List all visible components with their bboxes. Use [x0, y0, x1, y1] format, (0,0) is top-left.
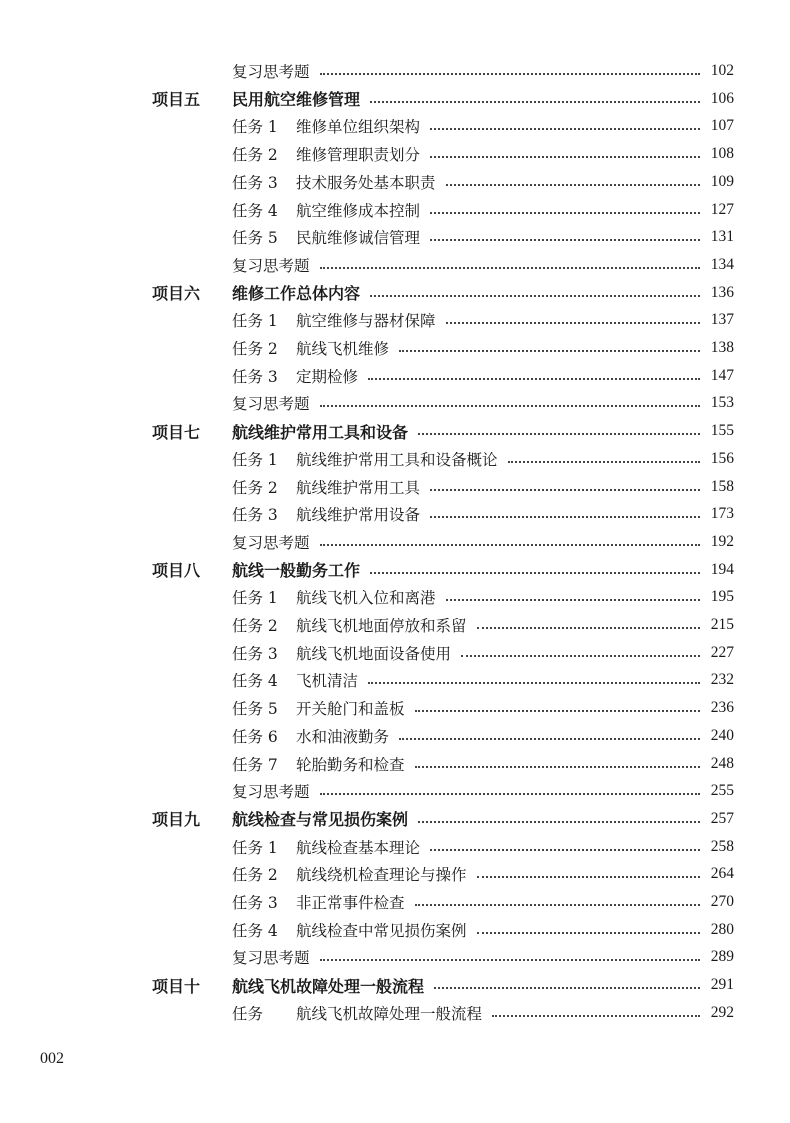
dot-leader	[430, 516, 700, 518]
entry-number: 任务 2	[232, 146, 278, 165]
dot-leader	[430, 212, 700, 214]
entry-page: 127	[710, 200, 734, 218]
dot-leader	[434, 987, 700, 989]
dot-leader	[320, 544, 700, 546]
dot-leader	[446, 184, 700, 186]
dot-leader	[320, 405, 700, 407]
entry-number: 任务 6	[232, 727, 278, 746]
entry-number: 任务 3	[232, 894, 278, 912]
entry-title: 复习思考题	[232, 63, 310, 81]
entry-page: 258	[710, 837, 734, 855]
entry-page: 291	[710, 976, 734, 994]
dot-leader	[320, 959, 700, 961]
entry-number: 任务 3	[232, 367, 278, 386]
entry-title: 维修管理职责划分	[296, 146, 421, 165]
toc-task-entry	[232, 862, 734, 886]
dot-leader	[430, 128, 700, 130]
entry-title: 轮胎勤务和检查	[296, 755, 405, 774]
dot-leader	[430, 239, 700, 241]
entry-page: 194	[710, 560, 734, 578]
entry-number: 任务 3	[232, 644, 278, 663]
toc-review-entry	[232, 779, 734, 803]
toc-task-entry	[232, 336, 734, 360]
entry-title: 航线检查与常见损伤案例	[232, 810, 409, 830]
entry-title: 航空维修与器材保障	[296, 312, 436, 331]
dot-leader	[430, 849, 700, 851]
entry-page: 195	[710, 588, 734, 606]
dot-leader	[446, 322, 700, 324]
entry-title: 航线飞机故障处理一般流程	[232, 976, 425, 996]
entry-page: 248	[710, 754, 734, 772]
entry-page: 240	[710, 726, 734, 744]
dot-leader	[399, 350, 700, 352]
dot-leader	[477, 876, 700, 878]
toc-task-entry	[232, 1001, 734, 1025]
toc-task-entry	[232, 641, 734, 665]
entry-number: 任务 1	[232, 450, 278, 469]
entry-number: 任务 7	[232, 755, 278, 774]
toc-task-entry	[232, 890, 734, 914]
entry-page: 232	[710, 671, 734, 689]
entry-number: 任务 2	[232, 617, 278, 635]
dot-leader	[370, 101, 700, 103]
entry-page: 108	[710, 145, 734, 163]
toc-task-entry	[232, 585, 734, 609]
entry-page: 158	[710, 477, 734, 495]
dot-leader	[508, 461, 700, 463]
toc-project-entry	[152, 419, 734, 443]
entry-title: 航线维护常用工具	[296, 478, 421, 497]
entry-title: 航线飞机地面设备使用	[296, 644, 452, 663]
toc-task-entry	[232, 170, 734, 194]
entry-page: 109	[710, 172, 734, 190]
toc-project-entry	[152, 281, 734, 305]
entry-title: 航线飞机入位和离港	[296, 589, 436, 608]
dot-leader	[320, 73, 700, 75]
toc-task-entry	[232, 475, 734, 499]
entry-number: 任务 4	[232, 672, 278, 691]
toc-task-entry	[232, 142, 734, 166]
dot-leader	[430, 156, 700, 158]
dot-leader	[370, 572, 700, 574]
entry-title: 维修单位组织架构	[296, 118, 421, 137]
toc-task-entry	[232, 752, 734, 776]
entry-title: 航线一般勤务工作	[232, 561, 361, 581]
entry-title: 非正常事件检查	[296, 894, 405, 912]
entry-page: 138	[710, 339, 734, 356]
dot-leader	[415, 904, 700, 906]
entry-title: 复习思考题	[232, 395, 310, 414]
entry-title: 飞机清洁	[296, 672, 359, 691]
entry-number: 任务 3	[232, 506, 278, 525]
dot-leader	[415, 710, 700, 712]
entry-number: 任务 4	[232, 201, 278, 220]
toc-task-entry	[232, 724, 734, 748]
entry-title: 复习思考题	[232, 256, 310, 275]
entry-page: 173	[710, 505, 734, 523]
entry-page: 147	[710, 366, 734, 384]
toc-task-entry	[232, 114, 734, 138]
toc-review-entry	[232, 59, 734, 83]
entry-number: 任务 5	[232, 229, 278, 248]
dot-leader	[370, 295, 700, 297]
dot-leader	[446, 599, 700, 601]
dot-leader	[320, 793, 700, 795]
dot-leader	[461, 655, 700, 657]
dot-leader	[477, 932, 700, 934]
entry-number: 项目七	[152, 422, 201, 442]
toc-task-entry	[232, 502, 734, 526]
entry-number: 任务	[232, 1004, 264, 1023]
entry-number: 任务 2	[232, 340, 278, 358]
entry-page: 255	[710, 782, 734, 800]
entry-page: 156	[710, 449, 734, 467]
toc-review-entry	[232, 945, 734, 969]
dot-leader	[492, 1015, 700, 1017]
dot-leader	[368, 378, 700, 380]
entry-page: 102	[710, 62, 734, 79]
entry-title: 航线飞机维修	[296, 340, 390, 358]
toc-project-entry	[152, 558, 734, 582]
entry-number: 项目九	[152, 810, 201, 830]
toc-review-entry	[232, 253, 734, 277]
entry-number: 任务 2	[232, 866, 278, 885]
entry-page: 153	[710, 394, 734, 412]
entry-page: 107	[710, 117, 734, 135]
dot-leader	[399, 738, 700, 740]
dot-leader	[477, 627, 700, 629]
entry-title: 航线维护常用工具和设备	[232, 422, 409, 442]
entry-title: 航线维护常用工具和设备概论	[296, 450, 498, 469]
entry-page: 134	[710, 255, 734, 273]
toc-project-entry	[152, 87, 734, 111]
entry-page: 131	[710, 228, 734, 246]
toc-task-entry	[232, 198, 734, 222]
entry-title: 复习思考题	[232, 949, 310, 968]
dot-leader	[368, 682, 700, 684]
entry-number: 项目十	[152, 976, 201, 996]
entry-page: 280	[710, 920, 734, 938]
entry-title: 复习思考题	[232, 783, 310, 802]
entry-page: 106	[710, 89, 734, 107]
toc-task-entry	[232, 364, 734, 388]
dot-leader	[320, 267, 700, 269]
dot-leader	[418, 433, 700, 435]
entry-title: 航线检查基本理论	[296, 838, 421, 857]
entry-page: 270	[710, 893, 734, 910]
entry-page: 155	[710, 422, 734, 440]
entry-page: 227	[710, 643, 734, 661]
entry-page: 215	[710, 616, 734, 633]
toc-task-entry	[232, 696, 734, 720]
entry-number: 项目八	[152, 561, 201, 581]
entry-title: 航线检查中常见损伤案例	[296, 921, 467, 940]
page-number: 002	[40, 1050, 64, 1067]
entry-title: 航线飞机地面停放和系留	[296, 617, 467, 635]
toc-review-entry	[232, 391, 734, 415]
entry-number: 任务 1	[232, 312, 278, 331]
entry-title: 航线飞机故障处理一般流程	[296, 1004, 483, 1023]
entry-number: 任务 1	[232, 118, 278, 137]
toc-project-entry	[152, 973, 734, 997]
entry-title: 复习思考题	[232, 533, 310, 552]
entry-title: 维修工作总体内容	[232, 284, 361, 304]
entry-title: 航空维修成本控制	[296, 201, 421, 220]
toc-task-entry	[232, 668, 734, 692]
dot-leader	[430, 489, 700, 491]
entry-title: 航线维护常用设备	[296, 506, 421, 525]
entry-number: 任务 1	[232, 589, 278, 608]
entry-number: 任务 5	[232, 700, 278, 719]
dot-leader	[415, 766, 700, 768]
toc-task-entry	[232, 308, 734, 332]
entry-page: 137	[710, 311, 734, 329]
entry-title: 民航维修诚信管理	[296, 229, 421, 248]
dot-leader	[418, 821, 700, 823]
toc-review-entry	[232, 530, 734, 554]
toc-task-entry	[232, 447, 734, 471]
entry-number: 任务 3	[232, 173, 278, 192]
entry-page: 264	[710, 865, 734, 883]
entry-number: 任务 2	[232, 478, 278, 497]
entry-title: 开关舱门和盖板	[296, 700, 405, 719]
entry-page: 192	[710, 532, 734, 550]
toc-task-entry	[232, 225, 734, 249]
entry-page: 257	[710, 809, 734, 827]
entry-number: 任务 1	[232, 838, 278, 857]
entry-title: 定期检修	[296, 367, 359, 386]
entry-page: 292	[710, 1003, 734, 1021]
entry-title: 民用航空维修管理	[232, 90, 361, 110]
entry-number: 项目五	[152, 90, 201, 110]
toc-task-entry	[232, 918, 734, 942]
toc-project-entry	[152, 807, 734, 831]
entry-title: 技术服务处基本职责	[296, 173, 436, 192]
entry-page: 236	[710, 699, 734, 717]
toc-task-entry	[232, 835, 734, 859]
entry-page: 289	[710, 948, 734, 966]
entry-title: 水和油液勤务	[296, 727, 390, 746]
entry-number: 任务 4	[232, 921, 278, 940]
toc-task-entry	[232, 613, 734, 637]
entry-title: 航线绕机检查理论与操作	[296, 866, 467, 885]
entry-page: 136	[710, 283, 734, 301]
entry-number: 项目六	[152, 284, 201, 304]
